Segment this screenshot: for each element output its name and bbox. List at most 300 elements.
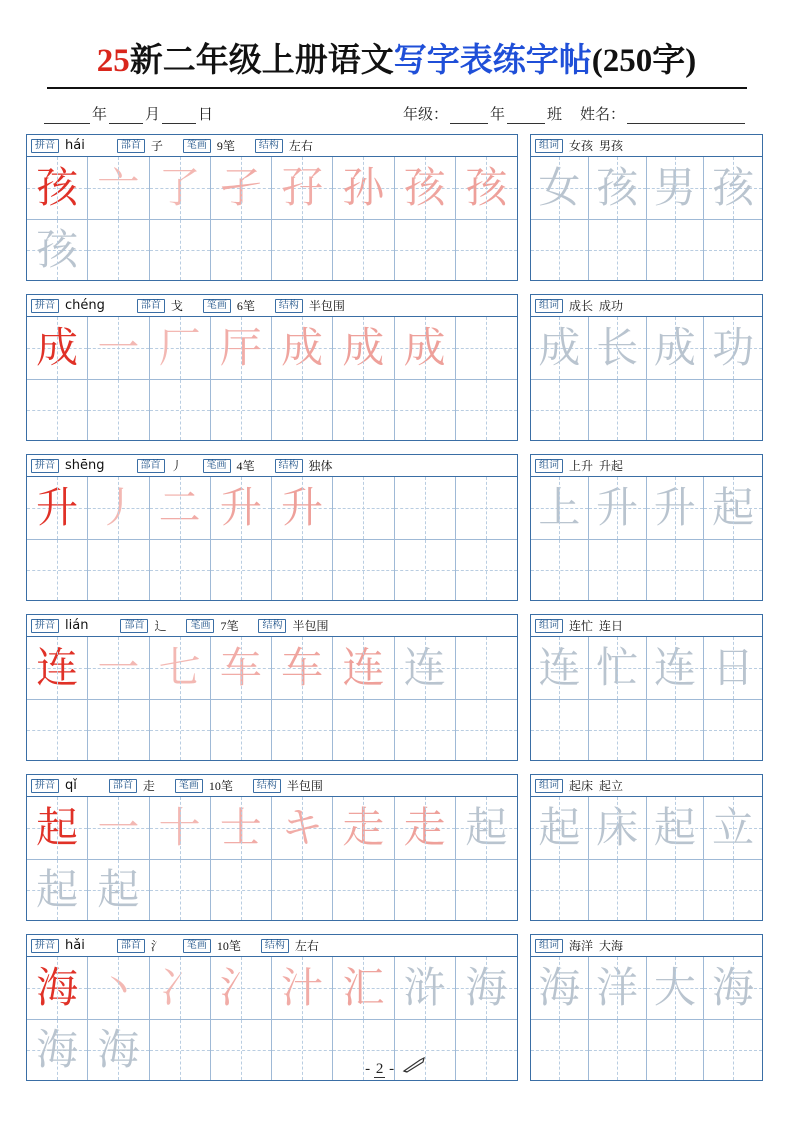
words-meta — [531, 295, 762, 317]
word-cell[interactable] — [704, 379, 762, 441]
character-cell[interactable] — [27, 637, 88, 699]
radical-value: 走 — [142, 779, 155, 793]
model-character: 成 — [36, 322, 79, 372]
practice-cell[interactable] — [456, 699, 517, 761]
structure-value: 半包围 — [286, 779, 323, 793]
trace-character: 女 — [538, 162, 581, 212]
practice-cell[interactable] — [27, 859, 88, 921]
character-cell[interactable] — [27, 797, 88, 859]
pinyin-value: chéng — [65, 298, 105, 313]
word-cell[interactable] — [589, 477, 647, 539]
stroke-cell[interactable] — [150, 637, 211, 699]
structure-tag: 结构 — [255, 139, 283, 153]
practice-cell[interactable] — [333, 539, 394, 601]
model-character: 连 — [36, 642, 79, 692]
stroke-cell[interactable] — [456, 157, 517, 219]
character-cell[interactable] — [27, 477, 88, 539]
stroke-step: 一 — [97, 322, 140, 372]
character-cell[interactable] — [27, 157, 88, 219]
word-cell[interactable] — [647, 379, 705, 441]
pinyin-tag: 拼音 — [31, 139, 59, 153]
stroke-cell[interactable] — [456, 317, 517, 379]
stroke-cell[interactable] — [150, 317, 211, 379]
words-tag: 组词 — [535, 779, 563, 793]
stroke-step: 升 — [219, 482, 262, 532]
word-cell[interactable] — [589, 157, 647, 219]
word-cell[interactable] — [589, 539, 647, 601]
title-prefix: 25 — [96, 43, 130, 79]
stroke-cell[interactable] — [88, 957, 149, 1019]
stroke-step: キ — [281, 802, 324, 852]
stroke-cell[interactable] — [272, 957, 333, 1019]
word-cell[interactable] — [531, 957, 589, 1019]
words-practice-row[interactable] — [531, 699, 762, 761]
word-cell[interactable] — [647, 637, 705, 699]
words-tag: 组词 — [535, 139, 563, 153]
word-cell[interactable] — [589, 637, 647, 699]
character-block — [26, 294, 767, 441]
words-meta — [531, 135, 762, 157]
word-cell[interactable] — [589, 699, 647, 761]
words-panel — [530, 614, 763, 761]
model-character: 孩 — [36, 162, 79, 212]
structure-tag: 结构 — [258, 619, 286, 633]
structure-value: 独体 — [308, 459, 333, 473]
footer-dash-right: - — [389, 1061, 395, 1077]
practice-cell[interactable] — [272, 539, 333, 601]
stroke-cell[interactable] — [456, 797, 517, 859]
word-cell[interactable] — [531, 157, 589, 219]
words-row[interactable] — [531, 157, 762, 219]
word-cell[interactable] — [704, 797, 762, 859]
word-cell[interactable] — [589, 859, 647, 921]
name-label: 姓名： — [579, 107, 625, 123]
stroke-step: 浒 — [403, 962, 446, 1012]
words-tag: 组词 — [535, 939, 563, 953]
model-character: 起 — [36, 802, 79, 852]
stroke-cell[interactable] — [211, 797, 272, 859]
practice-cell[interactable] — [211, 859, 272, 921]
pinyin-tag: 拼音 — [31, 779, 59, 793]
practice-row[interactable] — [27, 859, 517, 921]
word-cell[interactable] — [647, 699, 705, 761]
stroke-step: 孩 — [403, 162, 446, 212]
stroke-step: 起 — [465, 802, 508, 852]
title-main: 二年级上册语文 — [162, 43, 394, 79]
character-meta — [27, 455, 517, 477]
strokes-value: 9笔 — [216, 139, 235, 153]
trace-character: 孩 — [596, 162, 639, 212]
practice-cell[interactable] — [272, 699, 333, 761]
word-cell[interactable] — [647, 957, 705, 1019]
words-row[interactable] — [531, 317, 762, 379]
stroke-cell[interactable] — [333, 157, 394, 219]
radical-tag: 部首 — [117, 939, 145, 953]
day-label: 日 — [198, 107, 214, 123]
trace-character: 日 — [712, 642, 755, 692]
words-panel — [530, 774, 763, 921]
stroke-order-row[interactable] — [27, 957, 517, 1019]
radical-value: 丿 — [170, 459, 183, 473]
strokes-value: 4笔 — [236, 459, 255, 473]
stroke-cell[interactable] — [88, 477, 149, 539]
practice-cell[interactable] — [27, 539, 88, 601]
stroke-step: 七 — [158, 642, 201, 692]
practice-cell[interactable] — [333, 219, 394, 281]
character-block — [26, 614, 767, 761]
radical-tag: 部首 — [120, 619, 148, 633]
practice-cell[interactable] — [88, 699, 149, 761]
practice-cell[interactable] — [333, 699, 394, 761]
practice-cell[interactable] — [150, 539, 211, 601]
words-row[interactable] — [531, 637, 762, 699]
practice-panel — [26, 774, 518, 921]
stroke-cell[interactable] — [88, 157, 149, 219]
strokes-value: 7笔 — [220, 619, 239, 633]
year-label: 年 — [92, 107, 108, 123]
trace-character: 海 — [97, 1024, 140, 1074]
trace-character: 连 — [653, 642, 696, 692]
character-block — [26, 134, 767, 281]
word-cell[interactable] — [647, 539, 705, 601]
words-panel — [530, 134, 763, 281]
stroke-cell[interactable] — [211, 157, 272, 219]
practice-cell[interactable] — [456, 859, 517, 921]
structure-value: 左右 — [288, 139, 313, 153]
word-one: 海洋 — [569, 939, 594, 953]
year-blank[interactable] — [44, 110, 90, 124]
word-cell[interactable] — [531, 219, 589, 281]
strokes-tag: 笔画 — [175, 779, 203, 793]
strokes-value: 10笔 — [208, 779, 233, 793]
practice-cell[interactable] — [395, 539, 456, 601]
stroke-step: 一 — [97, 642, 140, 692]
practice-panel — [26, 614, 518, 761]
practice-cell[interactable] — [333, 379, 394, 441]
word-cell[interactable] — [704, 637, 762, 699]
word-cell[interactable] — [531, 797, 589, 859]
title-underline — [47, 87, 747, 89]
pinyin-value: qǐ — [65, 778, 77, 793]
page-number: 2 — [375, 1061, 384, 1077]
word-two: 升起 — [599, 459, 624, 473]
practice-cell[interactable] — [211, 379, 272, 441]
practice-row[interactable] — [27, 219, 517, 281]
stroke-step: 孩 — [465, 162, 508, 212]
word-cell[interactable] — [647, 859, 705, 921]
practice-cell[interactable] — [272, 219, 333, 281]
trace-character: 起 — [538, 802, 581, 852]
words-row[interactable] — [531, 797, 762, 859]
word-cell[interactable] — [531, 379, 589, 441]
word-two: 大海 — [599, 939, 624, 953]
word-cell[interactable] — [704, 477, 762, 539]
practice-cell[interactable] — [395, 219, 456, 281]
stroke-cell[interactable] — [88, 637, 149, 699]
practice-cell[interactable] — [150, 859, 211, 921]
practice-cell[interactable] — [150, 379, 211, 441]
word-cell[interactable] — [647, 157, 705, 219]
trace-character: 起 — [712, 482, 755, 532]
grade-unit: 年 — [489, 107, 505, 123]
word-cell[interactable] — [704, 157, 762, 219]
grade-label: 年级： — [402, 107, 448, 123]
radical-value: 氵 — [150, 939, 163, 953]
word-cell[interactable] — [531, 477, 589, 539]
trace-character: 成 — [538, 322, 581, 372]
radical-tag: 部首 — [117, 139, 145, 153]
character-block — [26, 774, 767, 921]
character-cell[interactable] — [27, 957, 88, 1019]
practice-cell[interactable] — [88, 859, 149, 921]
stroke-cell[interactable] — [272, 317, 333, 379]
pinyin-value: hái — [65, 138, 85, 153]
structure-tag: 结构 — [275, 299, 303, 313]
stroke-order-row[interactable] — [27, 157, 517, 219]
practice-panel — [26, 294, 518, 441]
word-cell[interactable] — [589, 957, 647, 1019]
stroke-cell[interactable] — [395, 317, 456, 379]
strokes-tag: 笔画 — [186, 619, 214, 633]
stroke-step: 走 — [342, 802, 385, 852]
practice-cell[interactable] — [27, 699, 88, 761]
practice-cell[interactable] — [150, 219, 211, 281]
structure-value: 半包围 — [292, 619, 329, 633]
trace-character: 上 — [538, 482, 581, 532]
word-cell[interactable] — [647, 477, 705, 539]
words-panel — [530, 454, 763, 601]
structure-tag: 结构 — [261, 939, 289, 953]
day-blank[interactable] — [162, 110, 196, 124]
practice-cell[interactable] — [211, 539, 272, 601]
trace-character: 忙 — [596, 642, 639, 692]
stroke-cell[interactable] — [150, 957, 211, 1019]
stroke-cell[interactable] — [333, 637, 394, 699]
words-meta — [531, 455, 762, 477]
structure-value: 半包围 — [308, 299, 345, 313]
words-practice-row[interactable] — [531, 379, 762, 441]
stroke-cell[interactable] — [150, 477, 211, 539]
practice-cell[interactable] — [27, 219, 88, 281]
pinyin-value: shēng — [65, 458, 105, 473]
word-two: 成功 — [599, 299, 624, 313]
word-cell[interactable] — [589, 219, 647, 281]
stroke-cell[interactable] — [333, 957, 394, 1019]
stroke-step: 海 — [465, 962, 508, 1012]
stroke-order-row[interactable] — [27, 637, 517, 699]
practice-row[interactable] — [27, 379, 517, 441]
practice-cell[interactable] — [88, 539, 149, 601]
word-cell[interactable] — [704, 859, 762, 921]
practice-row[interactable] — [27, 539, 517, 601]
practice-cell[interactable] — [88, 379, 149, 441]
word-cell[interactable] — [704, 539, 762, 601]
stroke-cell[interactable] — [456, 957, 517, 1019]
stroke-cell[interactable] — [395, 797, 456, 859]
word-one: 上升 — [569, 459, 594, 473]
stroke-cell[interactable] — [88, 797, 149, 859]
stroke-cell[interactable] — [395, 637, 456, 699]
words-practice-row[interactable] — [531, 859, 762, 921]
stroke-order-row[interactable] — [27, 797, 517, 859]
word-two: 起立 — [599, 779, 624, 793]
pinyin-tag: 拼音 — [31, 619, 59, 633]
words-practice-row[interactable] — [531, 219, 762, 281]
stroke-step: 汇 — [342, 962, 385, 1012]
stroke-cell[interactable] — [395, 957, 456, 1019]
stroke-cell[interactable] — [456, 477, 517, 539]
stroke-step: 厈 — [219, 322, 262, 372]
structure-value: 左右 — [294, 939, 319, 953]
trace-character: 立 — [712, 802, 755, 852]
practice-cell[interactable] — [150, 699, 211, 761]
pinyin-tag: 拼音 — [31, 939, 59, 953]
stroke-step: 成 — [403, 322, 446, 372]
words-row[interactable] — [531, 477, 762, 539]
stroke-cell[interactable] — [211, 957, 272, 1019]
character-meta — [27, 775, 517, 797]
date-fields — [44, 103, 215, 124]
trace-character: 升 — [653, 482, 696, 532]
word-cell[interactable] — [531, 699, 589, 761]
stroke-cell[interactable] — [272, 797, 333, 859]
stroke-order-row[interactable] — [27, 477, 517, 539]
stroke-cell[interactable] — [150, 797, 211, 859]
name-blank[interactable] — [627, 110, 745, 124]
radical-value: 子 — [150, 139, 163, 153]
practice-cell[interactable] — [333, 859, 394, 921]
practice-cell[interactable] — [395, 699, 456, 761]
character-cell[interactable] — [27, 317, 88, 379]
words-meta — [531, 775, 762, 797]
stroke-cell[interactable] — [272, 637, 333, 699]
practice-cell[interactable] — [395, 379, 456, 441]
word-cell[interactable] — [531, 859, 589, 921]
word-cell[interactable] — [647, 797, 705, 859]
word-cell[interactable] — [704, 957, 762, 1019]
stroke-step: 一 — [97, 802, 140, 852]
word-cell[interactable] — [704, 317, 762, 379]
trace-character: 孩 — [712, 162, 755, 212]
words-meta — [531, 935, 762, 957]
practice-cell[interactable] — [395, 859, 456, 921]
practice-cell[interactable] — [272, 379, 333, 441]
practice-cell[interactable] — [88, 219, 149, 281]
trace-character: 起 — [36, 864, 79, 914]
model-character: 海 — [36, 962, 79, 1012]
words-practice-row[interactable] — [531, 539, 762, 601]
info-row — [26, 103, 767, 124]
word-cell[interactable] — [531, 317, 589, 379]
radical-tag: 部首 — [137, 459, 165, 473]
trace-character: 海 — [36, 1024, 79, 1074]
stroke-step: 孖 — [281, 162, 324, 212]
stroke-step: 成 — [342, 322, 385, 372]
stroke-cell[interactable] — [88, 317, 149, 379]
strokes-tag: 笔画 — [203, 459, 231, 473]
words-row[interactable] — [531, 957, 762, 1019]
month-blank[interactable] — [109, 110, 143, 124]
pinyin-tag: 拼音 — [31, 459, 59, 473]
stroke-cell[interactable] — [211, 637, 272, 699]
stroke-cell[interactable] — [333, 477, 394, 539]
practice-cell[interactable] — [456, 379, 517, 441]
stroke-step: 亠 — [97, 162, 140, 212]
practice-cell[interactable] — [456, 219, 517, 281]
trace-character: 男 — [653, 162, 696, 212]
strokes-tag: 笔画 — [203, 299, 231, 313]
word-cell[interactable] — [531, 539, 589, 601]
stroke-cell[interactable] — [333, 797, 394, 859]
practice-cell[interactable] — [27, 379, 88, 441]
stroke-cell[interactable] — [456, 637, 517, 699]
word-cell[interactable] — [589, 317, 647, 379]
month-label: 月 — [145, 107, 161, 123]
word-cell[interactable] — [647, 317, 705, 379]
word-cell[interactable] — [589, 379, 647, 441]
practice-cell[interactable] — [272, 859, 333, 921]
stroke-cell[interactable] — [395, 157, 456, 219]
trace-character: 床 — [596, 802, 639, 852]
strokes-value: 10笔 — [216, 939, 241, 953]
word-cell[interactable] — [704, 219, 762, 281]
trace-character: 孩 — [36, 224, 79, 274]
stroke-step: 氵 — [219, 962, 262, 1012]
practice-cell[interactable] — [456, 539, 517, 601]
words-tag: 组词 — [535, 299, 563, 313]
stroke-order-row[interactable] — [27, 317, 517, 379]
radical-tag: 部首 — [109, 779, 137, 793]
grade-blank[interactable] — [450, 110, 488, 124]
stroke-cell[interactable] — [395, 477, 456, 539]
title-new: 新 — [129, 43, 163, 79]
trace-character: 起 — [653, 802, 696, 852]
trace-character: 起 — [97, 864, 140, 914]
stroke-cell[interactable] — [211, 477, 272, 539]
page-footer — [0, 1057, 793, 1078]
stroke-step: 了 — [158, 162, 201, 212]
class-unit: 班 — [546, 107, 562, 123]
word-cell[interactable] — [704, 699, 762, 761]
stroke-cell[interactable] — [333, 317, 394, 379]
structure-tag: 结构 — [275, 459, 303, 473]
page-title — [26, 34, 767, 81]
word-cell[interactable] — [647, 219, 705, 281]
word-cell[interactable] — [531, 637, 589, 699]
practice-row[interactable] — [27, 699, 517, 761]
word-one: 女孩 — [569, 139, 594, 153]
trace-character: 功 — [712, 322, 755, 372]
stroke-step: 车 — [219, 642, 262, 692]
stroke-step: 孑 — [219, 162, 262, 212]
stroke-cell[interactable] — [272, 477, 333, 539]
stroke-step: 成 — [281, 322, 324, 372]
trace-character: 长 — [596, 322, 639, 372]
pen-icon — [402, 1057, 428, 1078]
practice-cell[interactable] — [211, 219, 272, 281]
word-one: 起床 — [569, 779, 594, 793]
word-cell[interactable] — [589, 797, 647, 859]
stroke-step: 车 — [281, 642, 324, 692]
radical-tag: 部首 — [137, 299, 165, 313]
stroke-cell[interactable] — [150, 157, 211, 219]
character-meta — [27, 935, 517, 957]
practice-cell[interactable] — [211, 699, 272, 761]
class-blank[interactable] — [507, 110, 545, 124]
stroke-cell[interactable] — [272, 157, 333, 219]
stroke-step: 丿 — [97, 482, 140, 532]
stroke-cell[interactable] — [211, 317, 272, 379]
